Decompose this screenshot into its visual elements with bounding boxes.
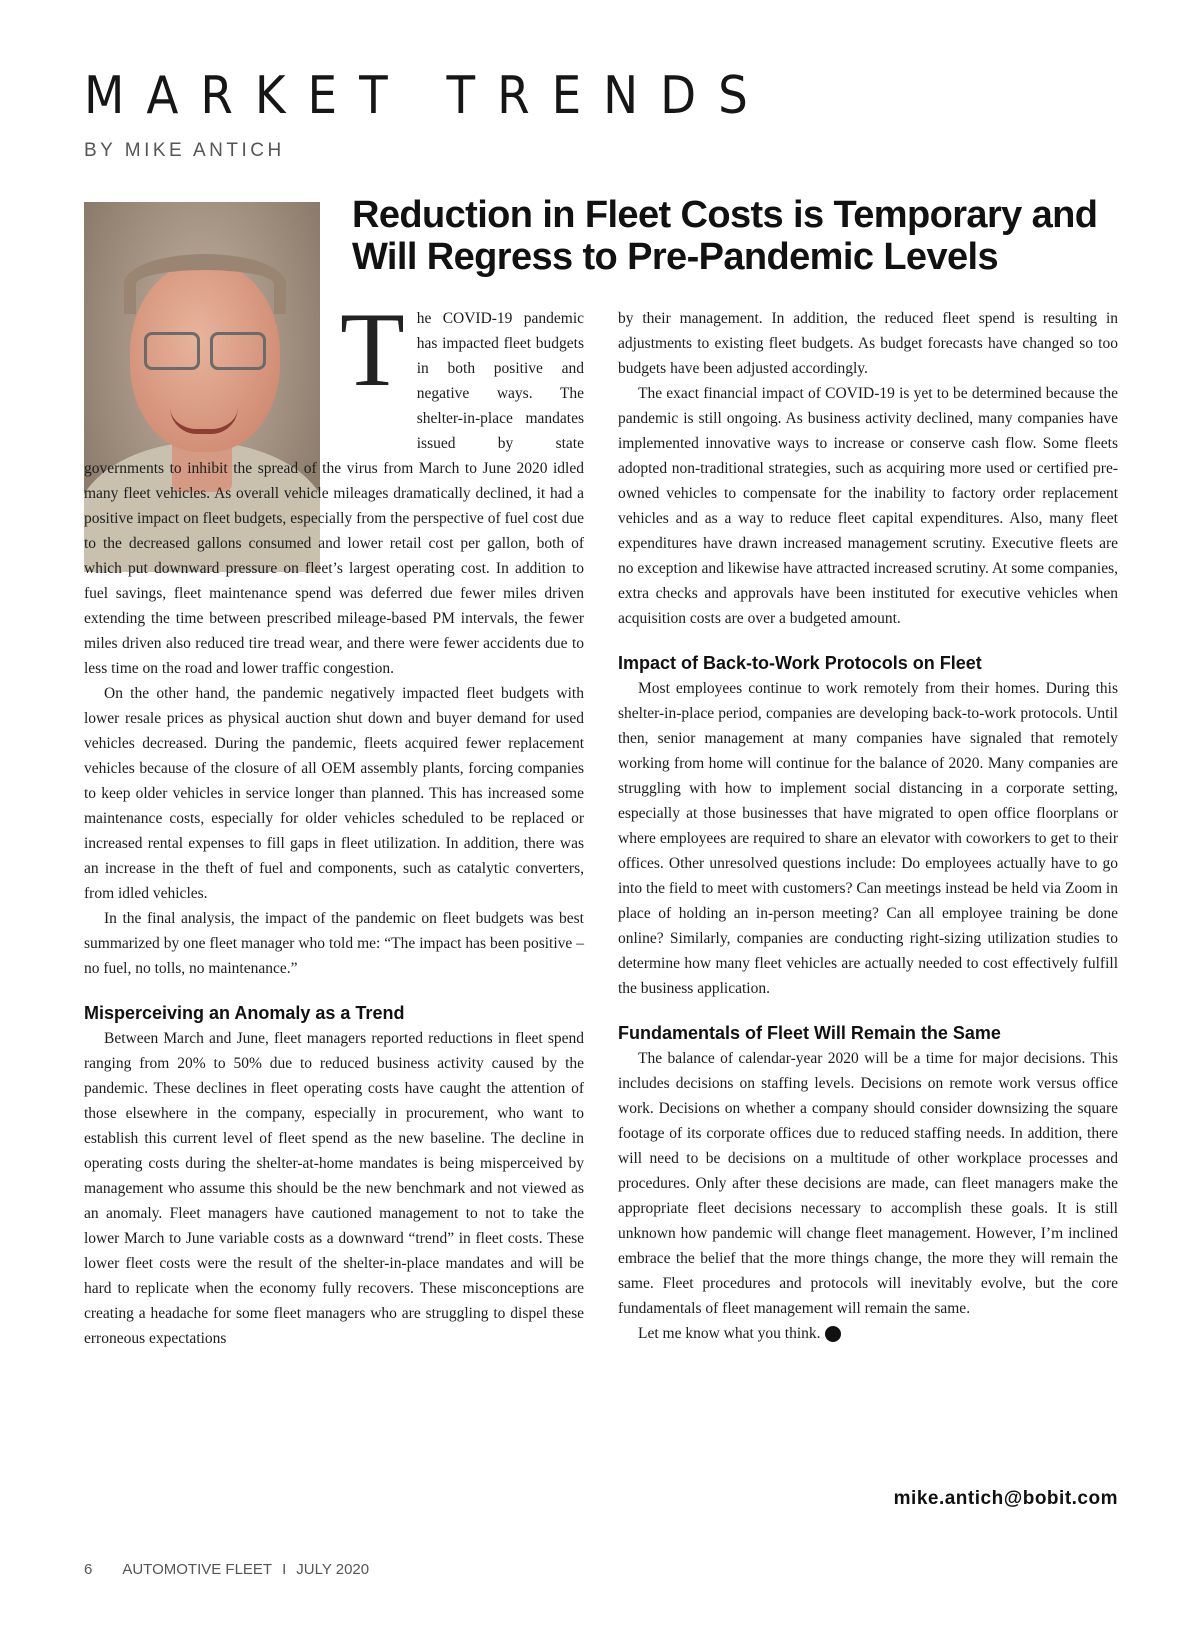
paragraph: he COVID-19 pandemic has impacted fleet budgets in both positive and negative ways. The shelter-in-place mandates issued by state governments to inhibit the spread of the virus from March to June 2020 idled many fleet vehicles. As overall vehicle mileages dramatically declined, it had a positive impact on fleet budgets, especially from the perspective of fuel cost due to the decreased gallons consumed and lower retail cost per gallon, both of which put downward pressure on fleet’s largest operating cost. In addition to fuel savings, fleet maintenance spend was deferred due fewer miles driven extending the time between prescribed mileage-based PM intervals, the fewer miles driven also reduced tire tread wear, and there were fewer accidents due to less time on the road and lower traffic congestion. xyxy=(84,310,584,677)
article-column-left xyxy=(84,291,584,1351)
subhead-back-to-work: Impact of Back-to-Work Protocols on Fleet xyxy=(618,653,982,673)
article-column-right xyxy=(618,306,1118,1346)
closing-line xyxy=(618,1321,1118,1346)
author-email[interactable]: mike.antich@bobit.com xyxy=(893,1488,1118,1509)
drop-cap: T xyxy=(340,291,405,408)
paragraph: by their management. In addition, the reduced fleet spend is resulting in adjustments to existing fleet budgets. As budget forecasts have changed so too budgets have been adjusted accordingly. xyxy=(618,310,1118,377)
subhead-misperceiving: Misperceiving an Anomaly as a Trend xyxy=(84,1003,405,1023)
af-end-mark-icon: AF xyxy=(825,1326,841,1342)
paragraph: The balance of calendar-year 2020 will be a time for major decisions. This includes decisions on staffing levels. Decisions on remote work versus office work. Decisions on whether a company should consider downsizing the square footage of its corporate offices due to reduced staffing needs. In addition, there will need to be decisions on a multitude of other workplace processes and procedures. Only after these decisions are made, can fleet managers make the appropriate fleet decisions necessary to accomplish these goals. It is still unknown how pandemic will change fleet management. However, I’m inclined embrace the belief that the more things change, the more they will remain the same. Fleet procedures and protocols will inevitably evolve, but the core fundamentals of fleet management will remain the same. xyxy=(618,1050,1118,1317)
paragraph: Between March and June, fleet managers reported reductions in fleet spend ranging from 20% to 50% due to reduced business activity caused by the pandemic. These declines in fleet operating costs have caught the attention of those elsewhere in the company, especially in procurement, who want to establish this current level of fleet spend as the new baseline. The decline in operating costs during the shelter-at-home mandates is being misperceived by management who assume this should be the new benchmark and not viewed as an anomaly. Fleet managers have cautioned management to not to take the lower March to June variable costs as a downward “trend” in fleet costs. These lower fleet costs were the result of the shelter-in-place mandates and will be hard to replicate when the economy fully recovers. These misconceptions are creating a headache for some fleet managers who are struggling to dispel these erroneous expectations xyxy=(84,1030,584,1347)
byline: BY MIKE ANTICH xyxy=(84,140,285,161)
section-title: MARKET TRENDS xyxy=(84,66,770,126)
footer-separator: I xyxy=(282,1561,287,1578)
article-headline: Reduction in Fleet Costs is Temporary and Will Regress to Pre-Pandemic Levels xyxy=(352,194,1098,278)
subhead-fundamentals: Fundamentals of Fleet Will Remain the Same xyxy=(618,1023,1001,1043)
closing-text: Let me know what you think. xyxy=(638,1325,821,1342)
paragraph: In the final analysis, the impact of the pandemic on fleet budgets was best summarized by one fleet manager who told me: “The impact has been positive – no fuel, no tolls, no maintenance.” xyxy=(84,910,584,977)
issue-date: JULY 2020 xyxy=(296,1561,370,1578)
paragraph: The exact financial impact of COVID-19 is yet to be determined because the pandemic is still ongoing. As business activity declined, many companies have implemented innovative ways to increase or conserve cash flow. Some fleets adopted non-traditional strategies, such as acquiring more used or certified pre-owned vehicles to compensate for the inability to factory order replacement vehicles and as a way to reduce fleet capital expenditures. Also, many fleet expenditures have drawn increased management scrutiny. Executive fleets are no exception and likewise have attracted increased scrutiny. At some companies, extra checks and approvals have been instituted for executive vehicles when acquisition costs are over a budgeted amount. xyxy=(618,385,1118,627)
page-number: 6 xyxy=(84,1561,93,1578)
page-footer xyxy=(84,1561,369,1578)
publication-name: AUTOMOTIVE FLEET xyxy=(122,1561,273,1578)
paragraph: Most employees continue to work remotely from their homes. During this shelter-in-place period, companies are developing back-to-work protocols. Until then, senior management at many companies have signaled that remotely working from home will continue for the balance of 2020. Many companies are struggling with how to implement social distancing in a corporate setting, especially at those businesses that have migrated to open office floorplans or where employees are required to share an elevator with coworkers to get to their offices. Other unresolved questions include: Do employees actually have to go into the field to meet with customers? Can meetings instead be held via Zoom in place of holding an in-person meeting? Can all employee training be done online? Similarly, companies are conducting right-sizing utilization studies to determine how many fleet vehicles are actually needed to cost effectively fulfill the business application. xyxy=(618,680,1118,997)
paragraph: On the other hand, the pandemic negatively impacted fleet budgets with lower resale prices as physical auction shut down and buyer demand for used vehicles decreased. During the pandemic, fleets acquired fewer replacement vehicles because of the closure of all OEM assembly plants, forcing companies to keep older vehicles in service longer than planned. This has increased some maintenance costs, especially for older vehicles scheduled to be replaced or increased rental expenses to fill gaps in fleet utilization. In addition, there was an increase in the theft of fuel and components, such as catalytic converters, from idled vehicles. xyxy=(84,685,584,902)
